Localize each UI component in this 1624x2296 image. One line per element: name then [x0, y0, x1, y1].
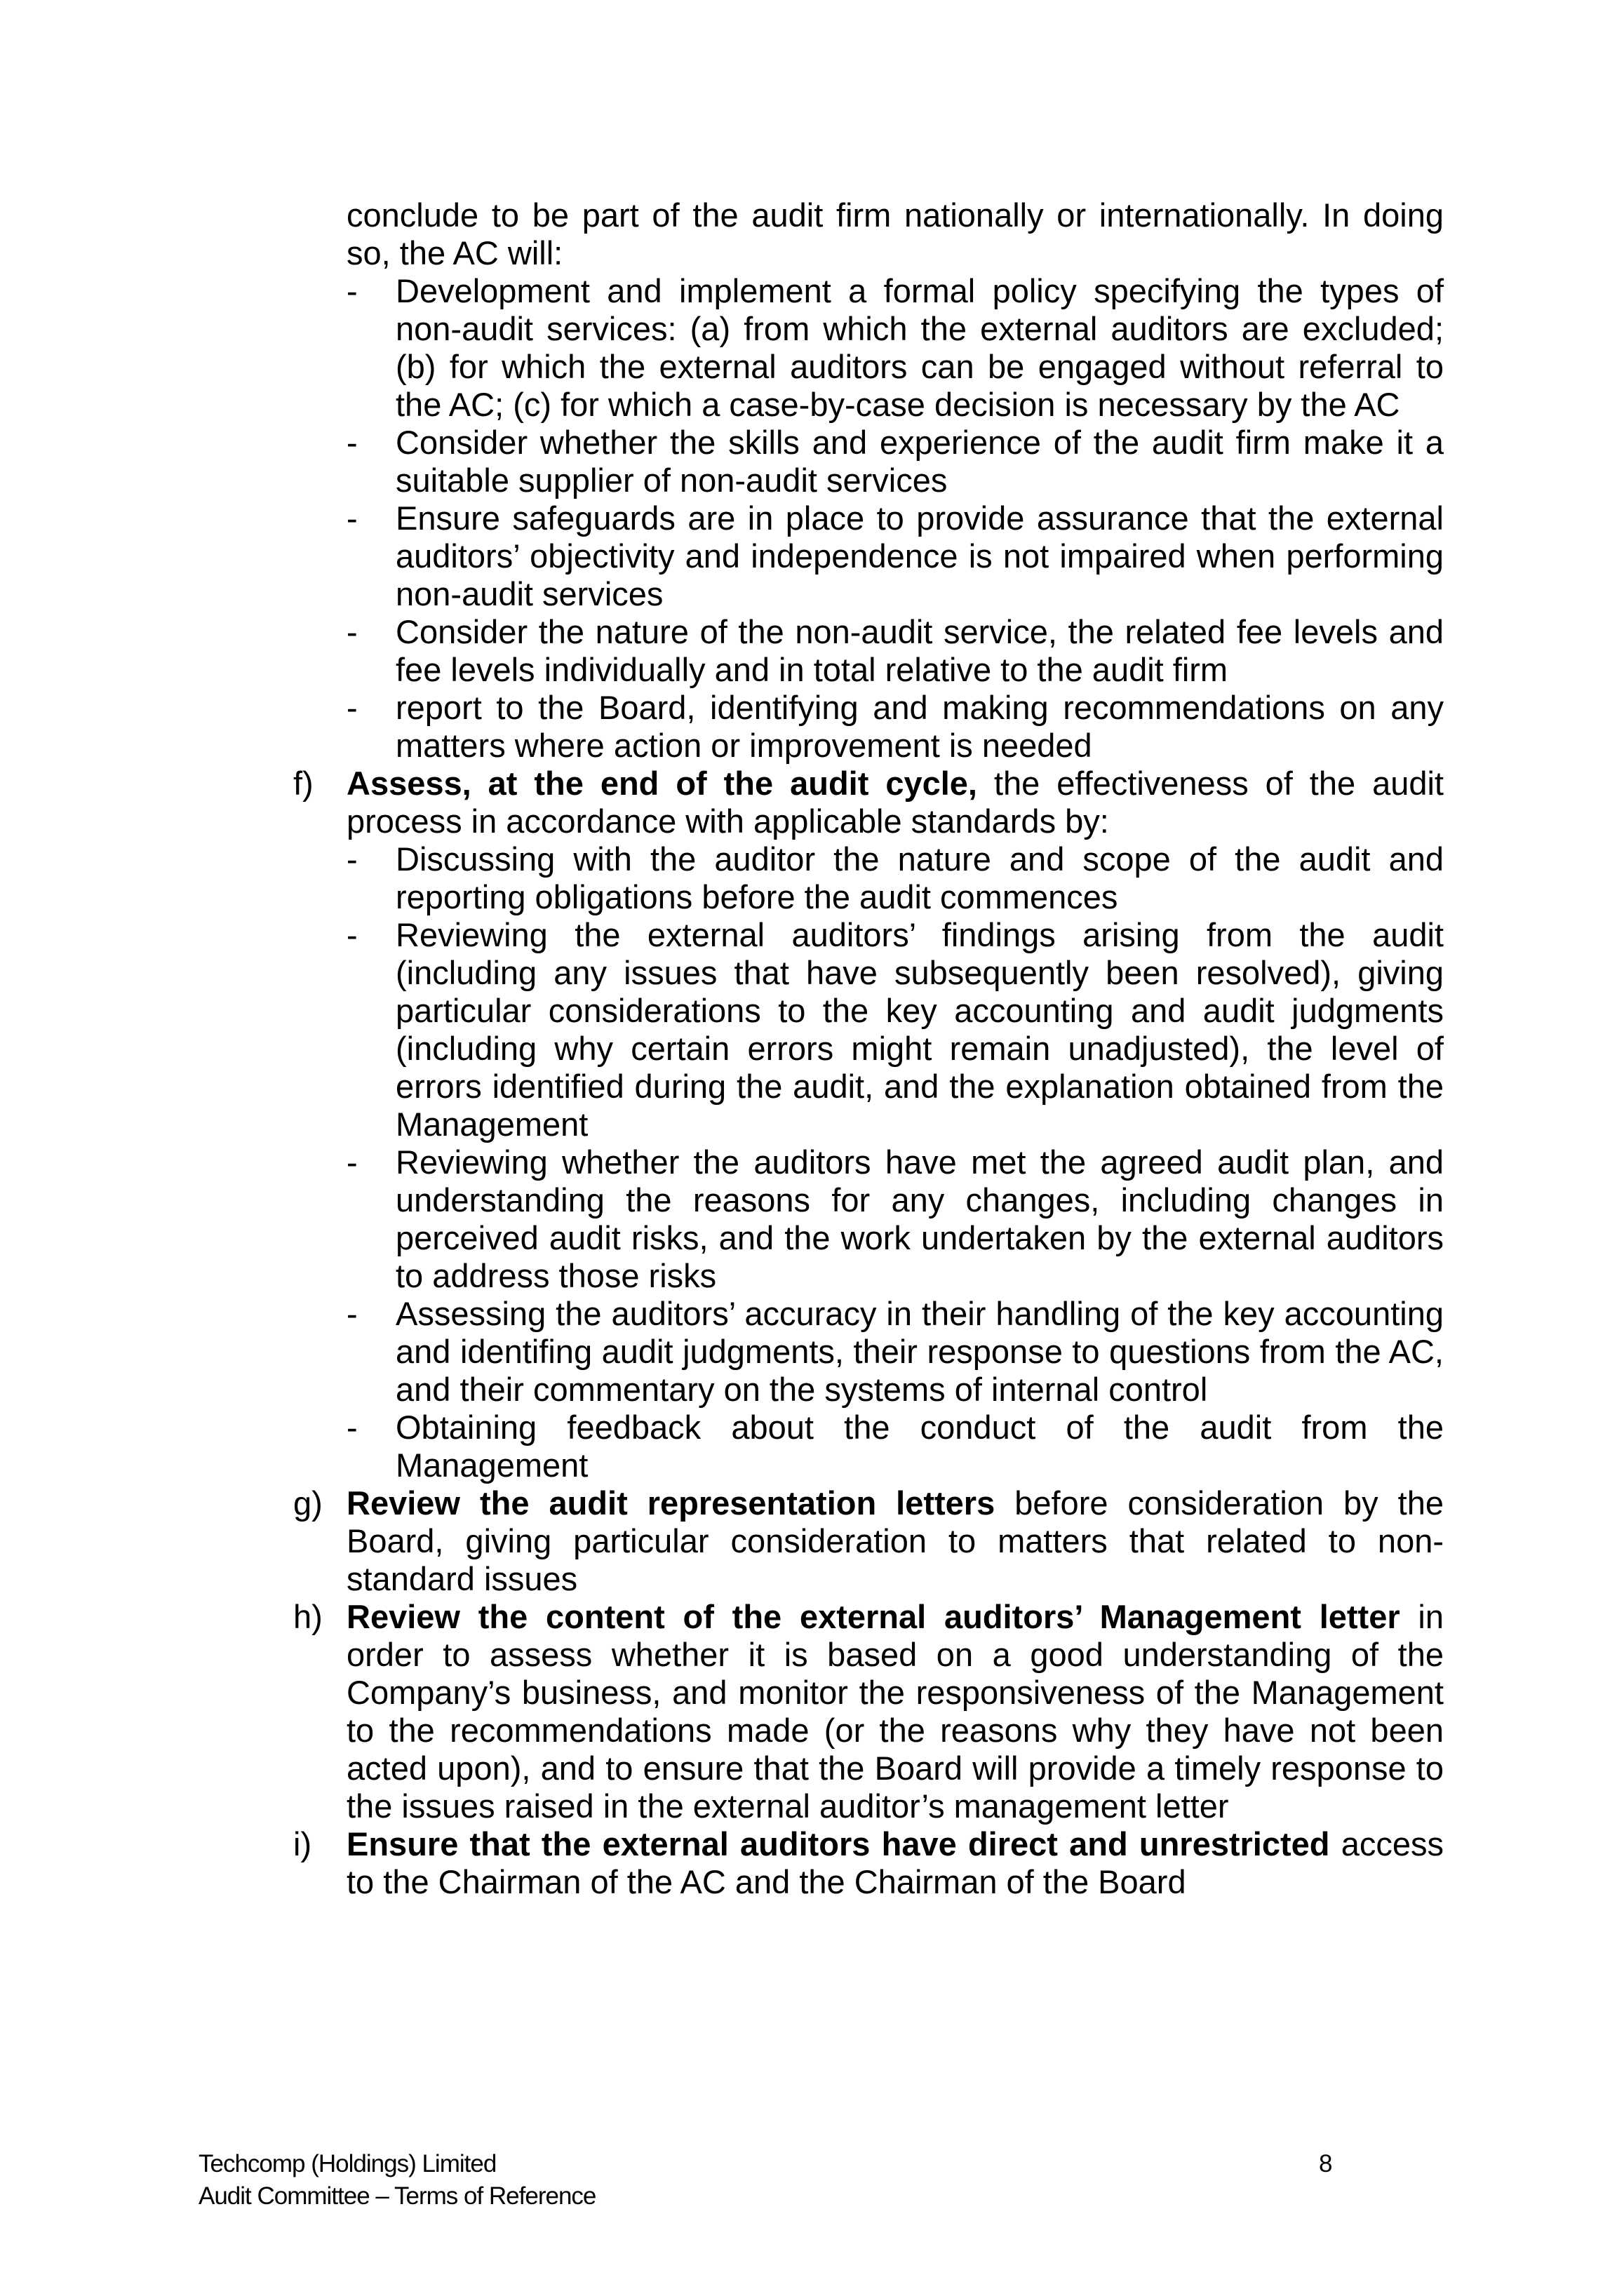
- clause-f: [293, 765, 1444, 840]
- clause-heading: Review the content of the external auditors’ Management letter: [347, 1598, 1400, 1635]
- list-item: [293, 1409, 1444, 1484]
- footer-company: Techcomp (Holdings) Limited: [199, 2150, 497, 2177]
- list-item: [293, 1295, 1444, 1409]
- list-item-text: Reviewing the external auditors’ findings arising from the audit (including any issues that have subsequently been resolved), giving particular considerations to the key accounting and audit judgments (including why certain errors might remain unadjusted), the level of errors identified during the audit, and the explanation obtained from the Management: [396, 916, 1444, 1143]
- footer-document-title: Audit Committee – Terms of Reference: [199, 2182, 596, 2210]
- list-item-text: Consider whether the skills and experience of the audit firm make it a suitable supplier of non-audit services: [396, 424, 1444, 499]
- list-item: [293, 916, 1444, 1143]
- list-item-text: Obtaining feedback about the conduct of the audit from the Management: [396, 1409, 1444, 1484]
- bullet-dash: -: [347, 424, 358, 461]
- clause-label: i): [293, 1825, 312, 1862]
- bullet-dash: -: [347, 1295, 358, 1332]
- list-item-text: Reviewing whether the auditors have met the agreed audit plan, and understanding the reasons for any changes, including changes in perceived audit risks, and the work undertaken by the external auditors to address those risks: [396, 1143, 1444, 1294]
- list-item: [293, 272, 1444, 424]
- clause-heading: Ensure that the external auditors have direct and unrestricted: [347, 1825, 1330, 1862]
- bullet-dash: -: [347, 272, 358, 309]
- clause-text: before consideration by the Board, giving particular consideration to matters that related to non-standard issues: [347, 1484, 1444, 1597]
- clause-text: in order to assess whether it is based on a good understanding of the Company’s business, and monitor the responsiveness of the Management to the recommendations made (or the reasons why they have not been acted upon), and to ensure that the Board will provide a timely response to the issues raised in the external auditor’s management letter: [347, 1598, 1444, 1825]
- list-item: [293, 424, 1444, 499]
- clause-label: h): [293, 1598, 323, 1635]
- clause-text: access to the Chairman of the AC and the Chairman of the Board: [347, 1825, 1444, 1900]
- clause-heading: Review the audit representation letters: [347, 1484, 995, 1522]
- bullet-dash: -: [347, 1409, 358, 1446]
- list-item-text: report to the Board, identifying and making recommendations on any matters where action or improvement is needed: [396, 689, 1444, 764]
- bullet-dash: -: [347, 840, 358, 878]
- page-body: [293, 196, 1444, 1901]
- clause-heading: Assess, at the end of the audit cycle,: [347, 765, 977, 802]
- intro-paragraph: conclude to be part of the audit firm nationally or internationally. In doing so, the AC will:: [347, 196, 1444, 271]
- bullet-dash: -: [347, 916, 358, 953]
- clause-f-bullet-list: [293, 840, 1444, 1484]
- bullet-dash: -: [347, 1143, 358, 1181]
- list-item: [293, 499, 1444, 613]
- list-item-text: Development and implement a formal policy specifying the types of non-audit services: (a) from which the external auditors are excluded; (b) for which the external auditors can be engaged without referral to the AC; (c) for which a case-by-case decision is necessary by the AC: [396, 272, 1444, 423]
- bullet-dash: -: [347, 499, 358, 537]
- intro-bullet-list: [293, 272, 1444, 765]
- list-item-text: Assessing the auditors’ accuracy in their handling of the key accounting and identifing audit judgments, their response to questions from the AC, and their commentary on the systems of internal control: [396, 1295, 1444, 1408]
- clause-text: the effectiveness of the audit process in accordance with applicable standards by:: [347, 765, 1444, 840]
- clause-g: [293, 1484, 1444, 1598]
- list-item-text: Discussing with the auditor the nature and scope of the audit and reporting obligations before the audit commences: [396, 840, 1444, 915]
- page-number: 8: [1319, 2150, 1333, 2177]
- list-item-text: Ensure safeguards are in place to provide assurance that the external auditors’ objectivity and independence is not impaired when performing non-audit services: [396, 499, 1444, 612]
- clause-i: [293, 1825, 1444, 1901]
- list-item-text: Consider the nature of the non-audit service, the related fee levels and fee levels individually and in total relative to the audit firm: [396, 613, 1444, 688]
- clause-h: [293, 1598, 1444, 1825]
- bullet-dash: -: [347, 689, 358, 726]
- list-item: [293, 1143, 1444, 1295]
- clause-label: f): [293, 765, 314, 802]
- bullet-dash: -: [347, 613, 358, 650]
- list-item: [293, 689, 1444, 765]
- list-item: [293, 613, 1444, 689]
- clause-label: g): [293, 1484, 323, 1522]
- page-footer: [199, 2148, 596, 2213]
- list-item: [293, 840, 1444, 916]
